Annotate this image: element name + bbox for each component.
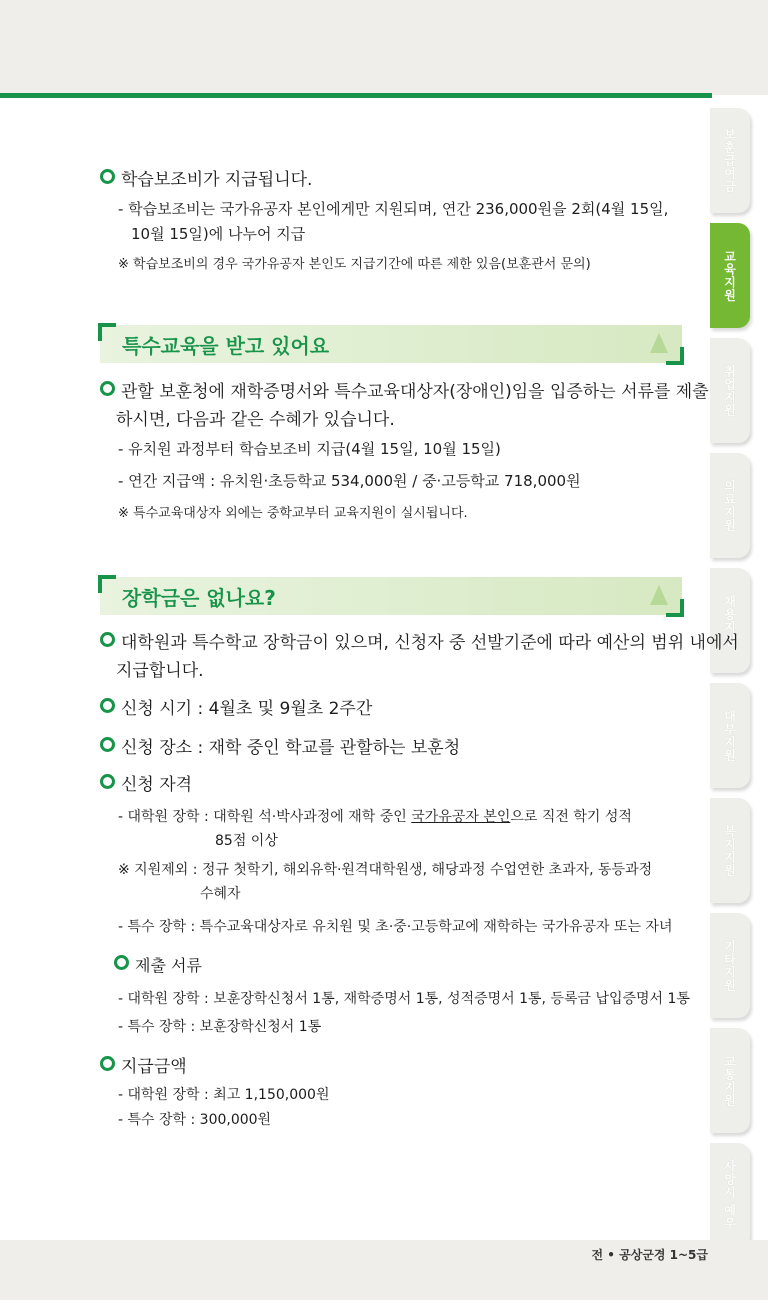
top-band [0, 0, 768, 95]
bullet-special-education-cont: 하시면, 다음과 같은 수혜가 있습니다. [116, 410, 395, 430]
circle-bullet-icon [100, 698, 115, 713]
tab-employment-support[interactable]: 취업지원 [710, 338, 750, 443]
tab-medical-support[interactable]: 의료지원 [710, 453, 750, 558]
sub-special-scholarship: - 특수 장학 : 특수교육대상자로 유치원 및 초·중·고등학교에 재학하는 국가유공자 또는 자녀 [118, 919, 673, 935]
bullet-scholarship-intro: 대학원과 특수학교 장학금이 있으며, 신청자 중 선발기준에 따라 예산의 범위 내에서 [100, 628, 739, 658]
circle-bullet-icon [114, 955, 129, 970]
sub-grad-scholarship: - 대학원 장학 : 대학원 석·박사과정에 재학 중인 국가유공자 본인으로 직전 학기 성적 [118, 809, 632, 825]
heading-special-education: 특수교육을 받고 있어요 [100, 325, 682, 363]
tab-veterans-benefit[interactable]: 보훈급여금 [710, 108, 750, 213]
tree-icon [650, 585, 668, 605]
sub-grad-scholarship-cont: 85점 이상 [215, 833, 278, 849]
sub-docs-grad: - 대학원 장학 : 보훈장학신청서 1통, 재학증명서 1통, 성적증명서 1통, 등록금 납입증명서 1통 [118, 991, 690, 1007]
tab-hiring-support[interactable]: 채용지원 [710, 568, 750, 673]
tab-funeral-honors[interactable]: 사망시 예우 [710, 1143, 750, 1248]
tab-loan-support[interactable]: 대부지원 [710, 683, 750, 788]
top-rule [0, 93, 712, 98]
bullet-scholarship-intro-cont: 지급합니다. [116, 661, 204, 681]
sub-docs-special: - 특수 장학 : 보훈장학신청서 1통 [118, 1019, 322, 1035]
sub-amount-special: - 특수 장학 : 300,000원 [118, 1112, 272, 1128]
tab-other-support[interactable]: 기타지원 [710, 913, 750, 1018]
circle-bullet-icon [100, 737, 115, 752]
tab-education-support[interactable]: 교육지원 [710, 223, 750, 328]
tree-icon [650, 333, 668, 353]
note-exclusion-cont: 수혜자 [200, 886, 241, 902]
note-exclusion: ※ 지원제외 : 정규 첫학기, 해외유학·원격대학원생, 해당과정 수업연한 초과자, 동등과정 [118, 862, 653, 878]
sub-learning-allowance-2: 10월 15일)에 나누어 지급 [131, 225, 306, 243]
bullet-documents: 제출 서류 [114, 951, 202, 981]
sub-special-education-2: - 연간 지급액 : 유치원·초등학교 534,000원 / 중·고등학교 718,000원 [118, 472, 581, 490]
circle-bullet-icon [100, 1056, 115, 1071]
note-special-education: ※ 특수교육대상자 외에는 중학교부터 교육지원이 실시됩니다. [118, 506, 468, 521]
circle-bullet-icon [100, 381, 115, 396]
sub-special-education-1: - 유치원 과정부터 학습보조비 지급(4월 15일, 10월 15일) [118, 440, 501, 458]
note-learning-allowance: ※ 학습보조비의 경우 국가유공자 본인도 지급기간에 따른 제한 있음(보훈관서 문의) [118, 257, 591, 272]
heading-scholarship: 장학금은 없나요? [100, 577, 682, 615]
circle-bullet-icon [100, 169, 115, 184]
bullet-application-place: 신청 장소 : 재학 중인 학교를 관할하는 보훈청 [100, 733, 460, 763]
bullet-amount: 지급금액 [100, 1052, 187, 1082]
bullet-special-education: 관할 보훈청에 재학증명서와 특수교육대상자(장애인)임을 입증하는 서류를 제출 [100, 377, 709, 407]
bullet-learning-allowance: 학습보조비가 지급됩니다. [100, 165, 312, 195]
circle-bullet-icon [100, 774, 115, 789]
sub-learning-allowance-1: - 학습보조비는 국가유공자 본인에게만 지원되며, 연간 236,000원을 2회(4월 15일, [118, 200, 669, 218]
footer-label: 전 • 공상군경 1~5급 [591, 1248, 708, 1262]
circle-bullet-icon [100, 632, 115, 647]
bullet-eligibility: 신청 자격 [100, 770, 192, 800]
bullet-application-period: 신청 시기 : 4월초 및 9월초 2주간 [100, 694, 372, 724]
tab-welfare-support[interactable]: 복지지원 [710, 798, 750, 903]
tab-transport-support[interactable]: 교통지원 [710, 1028, 750, 1133]
sub-amount-grad: - 대학원 장학 : 최고 1,150,000원 [118, 1087, 330, 1103]
